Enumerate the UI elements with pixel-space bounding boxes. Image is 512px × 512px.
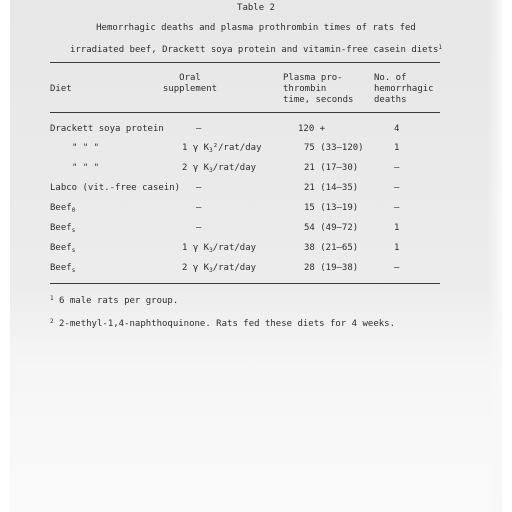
cell-diet: " " " [72,143,100,153]
cell-prothrombin-time: 120 + [298,124,326,134]
cell-prothrombin-time: 28 (19–38) [304,263,359,273]
page-edge-shadow [488,0,502,512]
header-plasma-3: time, seconds [283,95,354,105]
cell-supplement: 2 γ $K_3/rat$/day [182,163,257,174]
cell-supplement: – [196,203,202,213]
cell-hemorrhagic-deaths: – [394,163,400,173]
cell-diet: Beef$_s$ [50,263,76,274]
cell-supplement: – [196,124,202,134]
header-deaths-2: hemorrhagic [374,84,434,94]
cell-hemorrhagic-deaths: – [394,263,400,273]
cell-supplement: – [196,223,202,233]
footnote-2: $^2$ 2-methyl-1,4-naphthoquinone. Rats fed these diets for 4 weeks. [50,318,395,329]
caption-line-1: Hemorrhagic deaths and plasma prothrombin times of rats fed [96,23,416,33]
caption-line-2: irradiated beef, Drackett soya protein and vitamin-free casein diets$^1$ [69,44,443,55]
header-deaths-1: No. of [374,73,407,83]
cell-supplement: 1 γ $K_3/rat$/day [182,243,257,254]
cell-hemorrhagic-deaths: – [394,183,400,193]
cell-prothrombin-time: 54 (49–72) [304,223,359,233]
cell-diet: Beef$_s$ [50,243,76,254]
cell-hemorrhagic-deaths: 4 [394,124,400,134]
cell-prothrombin-time: 21 (14–35) [304,183,359,193]
cell-diet: " " " [72,163,100,173]
header-rule [50,112,440,113]
cell-hemorrhagic-deaths: 1 [394,243,400,253]
document-page [10,0,502,512]
cell-diet: Labco (vit.-free casein) [50,183,181,193]
header-deaths-3: deaths [374,95,407,105]
cell-hemorrhagic-deaths: 1 [394,143,400,153]
cell-diet: Drackett soya protein [50,124,164,134]
header-oral-2: supplement [162,84,218,94]
cell-prothrombin-time: 21 (17–30) [304,163,359,173]
table-top-rule [50,62,440,63]
header-oral-1: Oral [179,73,201,83]
cell-supplement: – [196,183,202,193]
cell-prothrombin-time: 75 (33–120) [304,143,364,153]
header-plasma-2: thrombin [283,84,327,94]
cell-diet: Beef$_s$ [50,223,76,234]
cell-supplement: 2 γ $K_3/rat$/day [182,263,257,274]
footnote-1: $^1$ 6 male rats per group. [50,295,179,306]
cell-prothrombin-time: 15 (13–19) [304,203,359,213]
table-bottom-rule [50,283,440,284]
cell-prothrombin-time: 38 (21–65) [304,243,359,253]
header-diet: Diet [50,84,72,94]
cell-hemorrhagic-deaths: – [394,203,400,213]
cell-supplement: 1 γ $K_3^2/rat$/day [182,143,262,154]
cell-hemorrhagic-deaths: 1 [394,223,400,233]
table-label: Table 2 [237,3,275,13]
cell-diet: Beef$_0$ [50,203,76,214]
header-plasma-1: Plasma pro- [283,73,343,83]
